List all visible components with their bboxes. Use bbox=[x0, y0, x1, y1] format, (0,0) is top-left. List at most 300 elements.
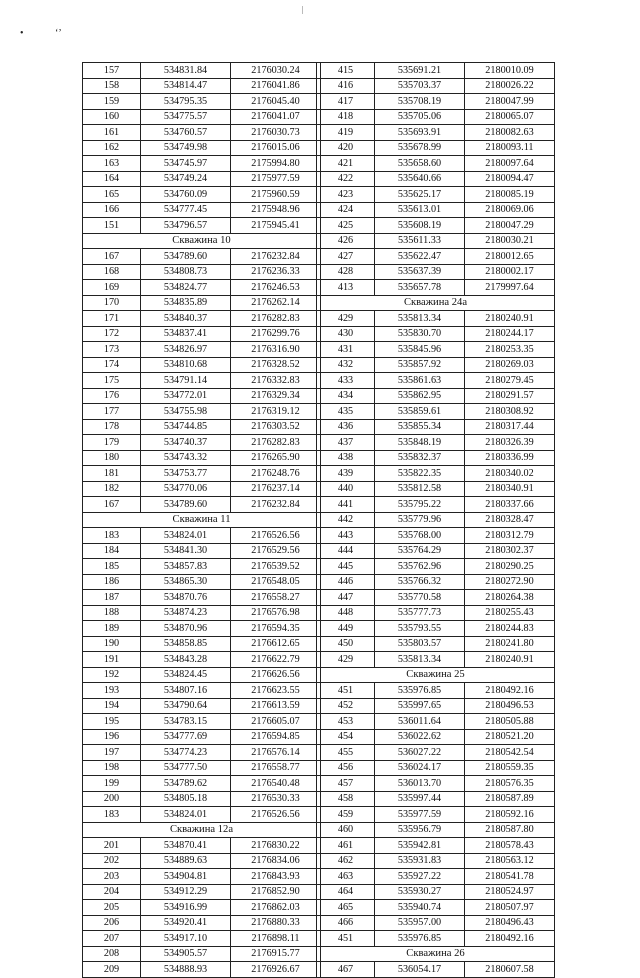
coord-y: 2180272.90 bbox=[465, 574, 555, 590]
table-row bbox=[83, 869, 321, 885]
coord-y: 2180328.47 bbox=[465, 512, 555, 528]
table-row bbox=[83, 791, 321, 807]
point-number: 204 bbox=[83, 884, 141, 900]
coord-x: 534777.45 bbox=[141, 202, 231, 218]
table-row bbox=[317, 94, 555, 110]
coord-y: 2180302.37 bbox=[465, 543, 555, 559]
coord-y: 2180492.16 bbox=[465, 931, 555, 947]
point-number: 205 bbox=[83, 900, 141, 916]
coord-y: 2176576.14 bbox=[231, 745, 321, 761]
well-header-row bbox=[83, 233, 321, 249]
coord-x: 535705.06 bbox=[375, 109, 465, 125]
coord-x: 534865.30 bbox=[141, 574, 231, 590]
coord-y: 2176030.73 bbox=[231, 125, 321, 141]
coord-y: 2180240.91 bbox=[465, 311, 555, 327]
coord-x: 535832.37 bbox=[375, 450, 465, 466]
table-row bbox=[317, 745, 555, 761]
coord-x: 535848.19 bbox=[375, 435, 465, 451]
coord-y: 2180340.02 bbox=[465, 466, 555, 482]
coord-y: 2175994.80 bbox=[231, 156, 321, 172]
coord-x: 535693.91 bbox=[375, 125, 465, 141]
coord-x: 534905.57 bbox=[141, 946, 231, 962]
point-number: 160 bbox=[83, 109, 141, 125]
table-row bbox=[83, 280, 321, 296]
coord-x: 534740.37 bbox=[141, 435, 231, 451]
table-row bbox=[83, 698, 321, 714]
table-row bbox=[317, 574, 555, 590]
coord-x: 535708.19 bbox=[375, 94, 465, 110]
coord-y: 2180587.80 bbox=[465, 822, 555, 838]
table-row bbox=[317, 311, 555, 327]
table-row bbox=[317, 450, 555, 466]
coord-x: 534824.01 bbox=[141, 807, 231, 823]
coord-y: 2180047.29 bbox=[465, 218, 555, 234]
coord-y: 2176246.53 bbox=[231, 280, 321, 296]
coord-x: 534916.99 bbox=[141, 900, 231, 916]
point-number: 169 bbox=[83, 280, 141, 296]
point-number: 464 bbox=[317, 884, 375, 900]
coord-y: 2180492.16 bbox=[465, 683, 555, 699]
coord-x: 536054.17 bbox=[375, 962, 465, 978]
table-row bbox=[317, 187, 555, 203]
point-number: 452 bbox=[317, 698, 375, 714]
point-number: 460 bbox=[317, 822, 375, 838]
coord-x: 534770.06 bbox=[141, 481, 231, 497]
coord-x: 535942.81 bbox=[375, 838, 465, 854]
coord-y: 2176262.14 bbox=[231, 295, 321, 311]
point-number: 180 bbox=[83, 450, 141, 466]
table-row bbox=[83, 249, 321, 265]
coord-y: 2176548.05 bbox=[231, 574, 321, 590]
coord-x: 534789.60 bbox=[141, 249, 231, 265]
coord-y: 2176232.84 bbox=[231, 497, 321, 513]
coord-x: 534789.60 bbox=[141, 497, 231, 513]
coord-y: 2176232.84 bbox=[231, 249, 321, 265]
coord-y: 2176299.76 bbox=[231, 326, 321, 342]
coord-y: 2176594.35 bbox=[231, 621, 321, 637]
table-row bbox=[317, 218, 555, 234]
coord-y: 2180253.35 bbox=[465, 342, 555, 358]
coord-x: 534808.73 bbox=[141, 264, 231, 280]
coord-x: 534824.45 bbox=[141, 667, 231, 683]
table-row bbox=[317, 884, 555, 900]
coord-y: 2180082.63 bbox=[465, 125, 555, 141]
table-row bbox=[83, 776, 321, 792]
coord-x: 534760.09 bbox=[141, 187, 231, 203]
coord-y: 2176626.56 bbox=[231, 667, 321, 683]
point-number: 447 bbox=[317, 590, 375, 606]
table-row bbox=[317, 404, 555, 420]
coord-y: 2180521.20 bbox=[465, 729, 555, 745]
coord-y: 2176316.90 bbox=[231, 342, 321, 358]
coord-y: 2180541.78 bbox=[465, 869, 555, 885]
coord-y: 2180496.43 bbox=[465, 915, 555, 931]
point-number: 451 bbox=[317, 931, 375, 947]
point-number: 157 bbox=[83, 63, 141, 79]
table-row bbox=[317, 760, 555, 776]
table-row bbox=[83, 667, 321, 683]
coord-x: 534777.69 bbox=[141, 729, 231, 745]
coord-x: 535770.58 bbox=[375, 590, 465, 606]
coord-x: 534826.97 bbox=[141, 342, 231, 358]
point-number: 159 bbox=[83, 94, 141, 110]
table-row bbox=[317, 497, 555, 513]
coord-y: 2180496.53 bbox=[465, 698, 555, 714]
coord-x: 535764.29 bbox=[375, 543, 465, 559]
coord-x: 535857.92 bbox=[375, 357, 465, 373]
coord-y: 2176529.56 bbox=[231, 543, 321, 559]
table-row bbox=[317, 264, 555, 280]
point-number: 190 bbox=[83, 636, 141, 652]
table-row bbox=[317, 652, 555, 668]
coord-x: 534857.83 bbox=[141, 559, 231, 575]
point-number: 415 bbox=[317, 63, 375, 79]
table-row bbox=[83, 218, 321, 234]
point-number: 418 bbox=[317, 109, 375, 125]
table-row bbox=[83, 683, 321, 699]
coord-y: 2180241.80 bbox=[465, 636, 555, 652]
coord-x: 535957.00 bbox=[375, 915, 465, 931]
coord-x: 536024.17 bbox=[375, 760, 465, 776]
point-number: 202 bbox=[83, 853, 141, 869]
coord-y: 2180542.54 bbox=[465, 745, 555, 761]
table-row bbox=[83, 745, 321, 761]
coord-y: 2180592.16 bbox=[465, 807, 555, 823]
coord-x: 534870.41 bbox=[141, 838, 231, 854]
coord-x: 535812.58 bbox=[375, 481, 465, 497]
point-number: 179 bbox=[83, 435, 141, 451]
point-number: 456 bbox=[317, 760, 375, 776]
coord-x: 534775.57 bbox=[141, 109, 231, 125]
coord-x: 535611.33 bbox=[375, 233, 465, 249]
coord-y: 2180047.99 bbox=[465, 94, 555, 110]
point-number: 185 bbox=[83, 559, 141, 575]
table-row bbox=[83, 187, 321, 203]
coord-y: 2176605.07 bbox=[231, 714, 321, 730]
well-title: Скважина 11 bbox=[83, 512, 321, 528]
coord-y: 2179997.64 bbox=[465, 280, 555, 296]
coord-x: 535997.65 bbox=[375, 698, 465, 714]
table-row bbox=[317, 109, 555, 125]
table-row bbox=[317, 140, 555, 156]
point-number: 203 bbox=[83, 869, 141, 885]
coord-y: 2176612.65 bbox=[231, 636, 321, 652]
table-row bbox=[317, 78, 555, 94]
point-number: 165 bbox=[83, 187, 141, 203]
point-number: 428 bbox=[317, 264, 375, 280]
coord-x: 535640.66 bbox=[375, 171, 465, 187]
coord-x: 535613.01 bbox=[375, 202, 465, 218]
table-row bbox=[83, 884, 321, 900]
point-number: 426 bbox=[317, 233, 375, 249]
coord-x: 535657.78 bbox=[375, 280, 465, 296]
point-number: 443 bbox=[317, 528, 375, 544]
coord-x: 534760.57 bbox=[141, 125, 231, 141]
table-row bbox=[83, 171, 321, 187]
coord-y: 2176282.83 bbox=[231, 311, 321, 327]
coord-x: 534917.10 bbox=[141, 931, 231, 947]
table-row bbox=[317, 233, 555, 249]
table-row bbox=[83, 636, 321, 652]
coord-x: 534755.98 bbox=[141, 404, 231, 420]
coord-y: 2180269.03 bbox=[465, 357, 555, 373]
point-number: 461 bbox=[317, 838, 375, 854]
table-row bbox=[83, 264, 321, 280]
table-row bbox=[83, 388, 321, 404]
point-number: 427 bbox=[317, 249, 375, 265]
coord-x: 534824.01 bbox=[141, 528, 231, 544]
coord-y: 2176526.56 bbox=[231, 528, 321, 544]
point-number: 197 bbox=[83, 745, 141, 761]
point-number: 436 bbox=[317, 419, 375, 435]
table-row bbox=[317, 791, 555, 807]
table-row bbox=[317, 621, 555, 637]
coord-y: 2175948.96 bbox=[231, 202, 321, 218]
coordinates-table-right-body bbox=[317, 63, 555, 978]
table-row bbox=[317, 512, 555, 528]
table-row bbox=[83, 621, 321, 637]
point-number: 206 bbox=[83, 915, 141, 931]
table-row bbox=[83, 900, 321, 916]
coord-y: 2180097.64 bbox=[465, 156, 555, 172]
coord-x: 534745.97 bbox=[141, 156, 231, 172]
table-row bbox=[317, 481, 555, 497]
point-number: 444 bbox=[317, 543, 375, 559]
point-number: 195 bbox=[83, 714, 141, 730]
table-row bbox=[83, 543, 321, 559]
coord-y: 2176332.83 bbox=[231, 373, 321, 389]
coord-y: 2176898.11 bbox=[231, 931, 321, 947]
table-row bbox=[83, 419, 321, 435]
coord-y: 2176830.22 bbox=[231, 838, 321, 854]
coord-y: 2180312.79 bbox=[465, 528, 555, 544]
coord-x: 534774.23 bbox=[141, 745, 231, 761]
table-row bbox=[317, 373, 555, 389]
table-row bbox=[317, 419, 555, 435]
point-number: 181 bbox=[83, 466, 141, 482]
coord-y: 2176539.52 bbox=[231, 559, 321, 575]
coord-y: 2176915.77 bbox=[231, 946, 321, 962]
coord-y: 2176622.79 bbox=[231, 652, 321, 668]
well-header-row bbox=[83, 512, 321, 528]
coord-x: 535658.60 bbox=[375, 156, 465, 172]
coord-y: 2180524.97 bbox=[465, 884, 555, 900]
point-number: 172 bbox=[83, 326, 141, 342]
coord-x: 534783.15 bbox=[141, 714, 231, 730]
coord-y: 2176880.33 bbox=[231, 915, 321, 931]
coord-y: 2176843.93 bbox=[231, 869, 321, 885]
point-number: 200 bbox=[83, 791, 141, 807]
coord-x: 535976.85 bbox=[375, 931, 465, 947]
coordinates-table-right bbox=[316, 62, 555, 978]
point-number: 425 bbox=[317, 218, 375, 234]
coord-y: 2176237.14 bbox=[231, 481, 321, 497]
point-number: 420 bbox=[317, 140, 375, 156]
point-number: 187 bbox=[83, 590, 141, 606]
point-number: 166 bbox=[83, 202, 141, 218]
point-number: 419 bbox=[317, 125, 375, 141]
point-number: 462 bbox=[317, 853, 375, 869]
table-row bbox=[83, 94, 321, 110]
point-number: 176 bbox=[83, 388, 141, 404]
coordinates-table-left-body bbox=[83, 63, 321, 978]
table-row bbox=[317, 807, 555, 823]
point-number: 193 bbox=[83, 683, 141, 699]
table-row bbox=[317, 900, 555, 916]
coord-x: 535813.34 bbox=[375, 652, 465, 668]
coord-y: 2180337.66 bbox=[465, 497, 555, 513]
table-row bbox=[83, 357, 321, 373]
table-row bbox=[83, 373, 321, 389]
coord-x: 535940.74 bbox=[375, 900, 465, 916]
table-row bbox=[317, 171, 555, 187]
coord-x: 535976.85 bbox=[375, 683, 465, 699]
point-number: 183 bbox=[83, 807, 141, 823]
coord-y: 2180085.19 bbox=[465, 187, 555, 203]
coord-x: 534749.98 bbox=[141, 140, 231, 156]
point-number: 446 bbox=[317, 574, 375, 590]
well-title: Скважина 26 bbox=[317, 946, 555, 962]
table-row bbox=[317, 559, 555, 575]
table-row bbox=[83, 404, 321, 420]
point-number: 435 bbox=[317, 404, 375, 420]
coord-y: 2180065.07 bbox=[465, 109, 555, 125]
point-number: 457 bbox=[317, 776, 375, 792]
coord-y: 2176594.85 bbox=[231, 729, 321, 745]
coord-x: 535678.99 bbox=[375, 140, 465, 156]
table-row bbox=[83, 760, 321, 776]
table-row bbox=[83, 714, 321, 730]
point-number: 439 bbox=[317, 466, 375, 482]
coord-x: 535859.61 bbox=[375, 404, 465, 420]
table-row bbox=[317, 156, 555, 172]
coord-x: 535768.00 bbox=[375, 528, 465, 544]
point-number: 199 bbox=[83, 776, 141, 792]
table-row bbox=[317, 388, 555, 404]
coord-x: 534744.85 bbox=[141, 419, 231, 435]
table-row bbox=[83, 311, 321, 327]
point-number: 186 bbox=[83, 574, 141, 590]
coord-y: 2180576.35 bbox=[465, 776, 555, 792]
coord-y: 2180010.09 bbox=[465, 63, 555, 79]
coord-y: 2180336.99 bbox=[465, 450, 555, 466]
coord-x: 535931.83 bbox=[375, 853, 465, 869]
coord-y: 2180069.06 bbox=[465, 202, 555, 218]
point-number: 168 bbox=[83, 264, 141, 280]
coord-y: 2176852.90 bbox=[231, 884, 321, 900]
point-number: 416 bbox=[317, 78, 375, 94]
coord-y: 2176613.59 bbox=[231, 698, 321, 714]
well-header-row bbox=[317, 667, 555, 683]
coord-x: 535608.19 bbox=[375, 218, 465, 234]
coord-x: 535777.73 bbox=[375, 605, 465, 621]
coord-y: 2180255.43 bbox=[465, 605, 555, 621]
coord-x: 535625.17 bbox=[375, 187, 465, 203]
table-row bbox=[317, 915, 555, 931]
point-number: 175 bbox=[83, 373, 141, 389]
coord-x: 534888.93 bbox=[141, 962, 231, 978]
coord-x: 534837.41 bbox=[141, 326, 231, 342]
point-number: 455 bbox=[317, 745, 375, 761]
point-number: 194 bbox=[83, 698, 141, 714]
coord-y: 2180026.22 bbox=[465, 78, 555, 94]
table-row bbox=[83, 962, 321, 978]
point-number: 451 bbox=[317, 683, 375, 699]
point-number: 467 bbox=[317, 962, 375, 978]
coord-y: 2176329.34 bbox=[231, 388, 321, 404]
coord-x: 535930.27 bbox=[375, 884, 465, 900]
well-title: Скважина 12а bbox=[83, 822, 321, 838]
point-number: 449 bbox=[317, 621, 375, 637]
table-row bbox=[317, 125, 555, 141]
table-row bbox=[83, 109, 321, 125]
coord-x: 535855.34 bbox=[375, 419, 465, 435]
coord-x: 535762.96 bbox=[375, 559, 465, 575]
point-number: 424 bbox=[317, 202, 375, 218]
coord-y: 2180563.12 bbox=[465, 853, 555, 869]
table-row bbox=[317, 698, 555, 714]
point-number: 161 bbox=[83, 125, 141, 141]
coord-y: 2176319.12 bbox=[231, 404, 321, 420]
coord-y: 2176041.86 bbox=[231, 78, 321, 94]
coord-x: 534805.18 bbox=[141, 791, 231, 807]
coordinates-table-left bbox=[82, 62, 321, 978]
coord-y: 2180279.45 bbox=[465, 373, 555, 389]
table-row bbox=[83, 853, 321, 869]
coord-x: 534840.37 bbox=[141, 311, 231, 327]
point-number: 448 bbox=[317, 605, 375, 621]
coord-x: 534743.32 bbox=[141, 450, 231, 466]
scan-tick bbox=[302, 6, 303, 14]
coord-x: 534858.85 bbox=[141, 636, 231, 652]
coord-x: 535622.47 bbox=[375, 249, 465, 265]
coord-y: 2176926.67 bbox=[231, 962, 321, 978]
coord-x: 534772.01 bbox=[141, 388, 231, 404]
table-row bbox=[83, 435, 321, 451]
coord-x: 534796.57 bbox=[141, 218, 231, 234]
table-row bbox=[317, 853, 555, 869]
coord-x: 534791.14 bbox=[141, 373, 231, 389]
table-row bbox=[317, 249, 555, 265]
point-number: 433 bbox=[317, 373, 375, 389]
table-row bbox=[83, 78, 321, 94]
coord-y: 2180030.21 bbox=[465, 233, 555, 249]
coord-x: 534835.89 bbox=[141, 295, 231, 311]
point-number: 429 bbox=[317, 652, 375, 668]
point-number: 423 bbox=[317, 187, 375, 203]
table-row bbox=[317, 683, 555, 699]
point-number: 201 bbox=[83, 838, 141, 854]
coord-x: 534777.50 bbox=[141, 760, 231, 776]
coord-x: 534904.81 bbox=[141, 869, 231, 885]
table-row bbox=[83, 528, 321, 544]
point-number: 450 bbox=[317, 636, 375, 652]
well-header-row bbox=[83, 822, 321, 838]
table-row bbox=[83, 946, 321, 962]
coord-x: 534807.16 bbox=[141, 683, 231, 699]
coord-x: 535813.34 bbox=[375, 311, 465, 327]
coord-y: 2176834.06 bbox=[231, 853, 321, 869]
table-row bbox=[317, 822, 555, 838]
coord-x: 534912.29 bbox=[141, 884, 231, 900]
coord-x: 535997.44 bbox=[375, 791, 465, 807]
point-number: 458 bbox=[317, 791, 375, 807]
table-row bbox=[317, 729, 555, 745]
point-number: 163 bbox=[83, 156, 141, 172]
table-row bbox=[83, 590, 321, 606]
coord-y: 2180317.44 bbox=[465, 419, 555, 435]
coord-y: 2180240.91 bbox=[465, 652, 555, 668]
